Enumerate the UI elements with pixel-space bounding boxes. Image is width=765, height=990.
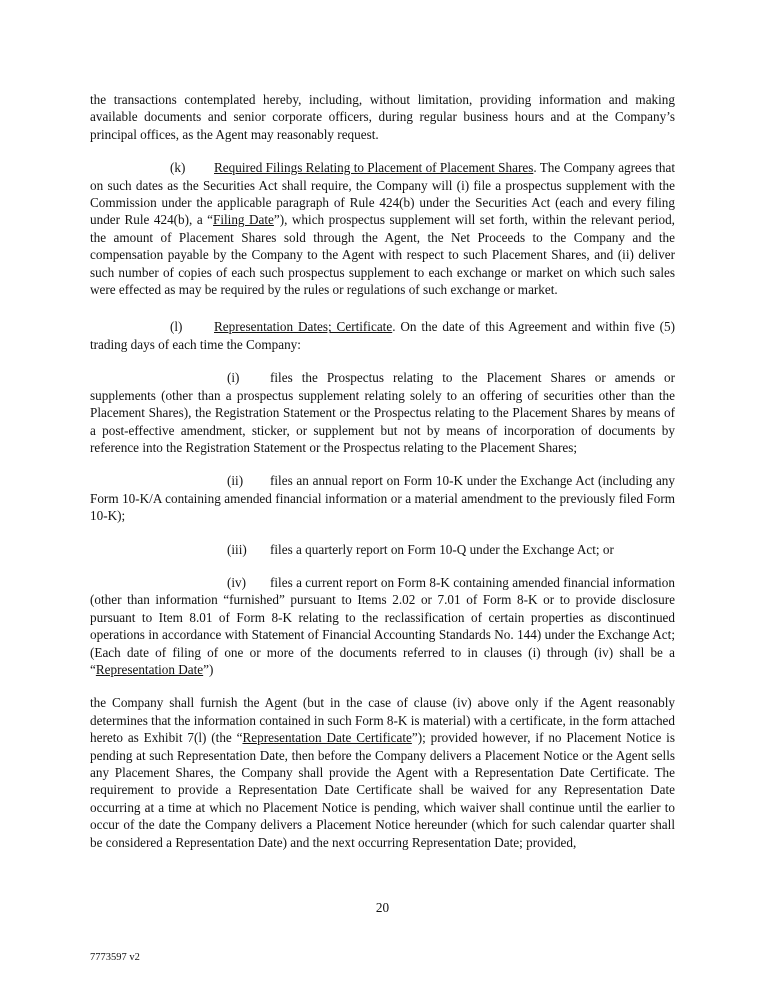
paragraph-continuation: the transactions contemplated hereby, including, without limitation, providing information and making available documents and senior corporate officers, during regular business hours and at the Company’s principal offices, as the Agent may reasonably request. — [90, 92, 675, 142]
clause-iii-marker: (iii) — [227, 541, 247, 557]
paragraph-certificate-text-1: the Company shall furnish the Agent (but in the case of clause (iv) above only if the Agent reasonably determines that the information contained in such Form 8-K is material) with a certificate, in the form attached hereto as Exhibit 7(l) (the “ — [90, 695, 675, 746]
defined-term-representation-date-certificate: Representation Date Certificate — [242, 730, 412, 746]
section-k-text-1: . The Company agrees that on such dates as the Securities Act shall require, the Company will (i) file a prospectus supplement with the Commission under the applicable paragraph of Rule 424(b) under the Securities Act (each and every filing under Rule 424(b), a “ — [90, 160, 675, 228]
defined-term-representation-date: Representation Date — [95, 661, 204, 677]
document-id: 7773597 v2 — [90, 952, 140, 963]
section-l-marker: (l) — [170, 319, 183, 335]
section-l-text: . On the date of this Agreement and within five (5) trading days of each time the Company: — [90, 319, 675, 352]
clause-iii — [90, 541, 675, 558]
document-body — [90, 91, 675, 851]
clause-ii-marker: (ii) — [227, 473, 244, 489]
clause-ii-text: files an annual report on Form 10-K under the Exchange Act (including any Form 10-K/A containing amended financial information or a material amendment to the previously filed Form 10-K); — [90, 473, 675, 524]
section-l — [90, 318, 675, 353]
clause-i — [90, 369, 675, 456]
section-l-heading: Representation Dates; Certificate — [214, 319, 393, 335]
section-k-text-2: ”), which prospectus supplement will set forth, within the relevant period, the amount of Placement Shares sold through the Agent, the Net Proceeds to the Company and the compensation payable by the Company to the Agent with respect to such Placement Shares, and (ii) deliver such number of copies of each such prospectus supplement to each exchange or market on which such sales were effected as may be required by the rules or regulations of such exchange or market. — [90, 212, 675, 298]
clause-ii — [90, 472, 675, 524]
paragraph-certificate-text-2: ”); provided however, if no Placement Notice is pending at such Representation Date, then before the Company delivers a Placement Notice or the Agent sells any Placement Shares, the Company shall provide the Agent with a Representation Date Certificate. The requirement to provide a Representation Date Certificate shall be waived for any Representation Date occurring at a time at which no Placement Notice is pending, which waiver shall continue until the earlier to occur of the date the Company delivers a Placement Notice hereunder (which for such calendar quarter shall be considered a Representation Date) and the next occurring Representation Date; provided, — [90, 730, 675, 850]
clause-iv — [90, 574, 675, 678]
clause-i-text: files the Prospectus relating to the Placement Shares or amends or supplements (other than a prospectus supplement relating solely to an offering of securities other than the Placement Shares), the Registration Statement or the Prospectus relating to the Placement Shares by means of a post-effective amendment, sticker, or supplement but not by means of incorporation of documents by reference into the Registration Statement or the Prospectus relating to the Placement Shares; — [90, 370, 675, 455]
clause-iv-text: files a current report on Form 8-K containing amended financial information (other than information “furnished” pursuant to Items 2.02 or 7.01 of Form 8-K or to provide disclosure pursuant to Item 8.01 of Form 8-K relating to the reclassification of certain properties as discontinued operations in accordance with Statement of Financial Accounting Standards No. 144) under the Exchange Act; (Each date of filing of one or more of the documents referred to in clauses (i) through (iv) shall be a “ — [90, 574, 675, 677]
clause-iv-marker: (iv) — [227, 574, 247, 590]
clause-i-marker: (i) — [227, 370, 240, 386]
defined-term-filing-date: Filing Date — [213, 212, 274, 228]
clause-iv-text-end: ”) — [203, 661, 214, 677]
clause-iii-text: files a quarterly report on Form 10-Q under the Exchange Act; or — [270, 541, 614, 557]
section-k-heading: Required Filings Relating to Placement of Placement Shares — [214, 160, 534, 176]
paragraph-certificate — [90, 694, 675, 851]
section-k-marker: (k) — [170, 160, 186, 176]
page-number: 20 — [375, 900, 390, 915]
section-k — [90, 159, 675, 298]
